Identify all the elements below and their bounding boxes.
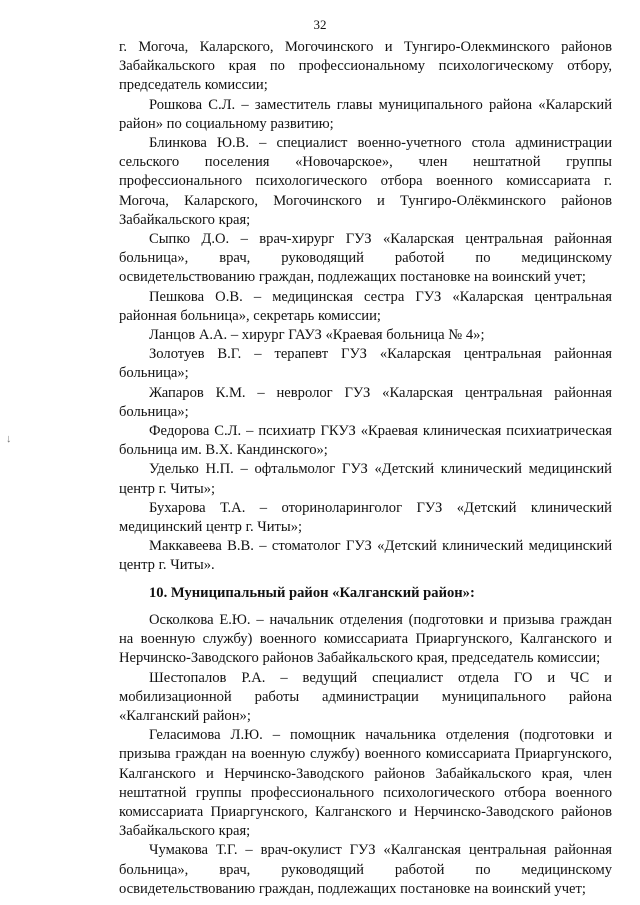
page-number: 32 bbox=[313, 17, 327, 32]
paragraph: Жапаров К.М. – невролог ГУЗ «Каларская центральная районная больница»; bbox=[119, 384, 612, 420]
paragraph: Уделько Н.П. – офтальмолог ГУЗ «Детский клинический медицинский центр г. Читы»; bbox=[119, 461, 612, 497]
paragraph: Маккавеева В.В. – стоматолог ГУЗ «Детский клинический медицинский центр г. Читы». bbox=[119, 538, 612, 574]
paragraph: Шестопалов Р.А. – ведущий специалист отдела ГО и ЧС и мобилизационной работы администрации муниципального района «Калганский район»; bbox=[119, 669, 612, 724]
paragraph: Сыпко Д.О. – врач-хирург ГУЗ «Каларская центральная районная больница», врач, руководящий работой по медицинскому освидетельствованию граждан, подлежащих постановке на воинский учет; bbox=[119, 231, 612, 286]
document-body bbox=[119, 38, 612, 899]
margin-mark: ↓ bbox=[6, 433, 12, 445]
paragraph: Золотуев В.Г. – терапевт ГУЗ «Каларская центральная районная больница»; bbox=[119, 346, 612, 382]
paragraph: Рошкова С.Л. – заместитель главы муниципального района «Каларский район» по социальному развитию; bbox=[119, 96, 612, 132]
paragraph: Блинкова Ю.В. – специалист военно-учетного стола администрации сельского поселения «Новочарское», член нештатной группы профессионального психологического отбора военного комиссариата г. Могоча, Каларского, Могочинского и Тунгиро-Олёкминского районов Забайкальского края; bbox=[119, 135, 612, 228]
paragraph: Ланцов А.А. – хирург ГАУЗ «Краевая больница № 4»; bbox=[149, 327, 485, 344]
paragraph: Осколкова Е.Ю. – начальник отделения (подготовки и призыва граждан на военную службу) военного комиссариата Приаргунского, Калганского и Нерчинско-Заводского районов Забайкальского края, председатель комиссии; bbox=[119, 611, 612, 667]
paragraph: Федорова С.Л. – психиатр ГКУЗ «Краевая клиническая психиатрическая больница им. В.Х. Кандинского»; bbox=[119, 423, 612, 459]
paragraph: Геласимова Л.Ю. – помощник начальника отделения (подготовки и призыва граждан на военную службу) военного комиссариата Приаргунского, Калганского и Нерчинско-Заводского районов Забайкальского края, член нештатной группы профессионального психологического отбора военного комиссариата Приаргунского, Калганского и Нерчинско-Заводского районов Забайкальского края; bbox=[119, 727, 612, 840]
paragraph: г. Могоча, Каларского, Могочинского и Тунгиро-Олекминского районов Забайкальского края по профессиональному психологическому отбору, председатель комиссии; bbox=[119, 39, 612, 94]
paragraph: Бухарова Т.А. – оториноларинголог ГУЗ «Детский клинический медицинский центр г. Читы»; bbox=[119, 499, 612, 536]
section-heading: 10. Муниципальный район «Калганский район»: bbox=[149, 584, 475, 601]
paragraph: Пешкова О.В. – медицинская сестра ГУЗ «Каларская центральная районная больница», секретарь комиссии; bbox=[119, 288, 612, 324]
paragraph: Чумакова Т.Г. – врач-окулист ГУЗ «Калганская центральная районная больница», врач, руководящий работой по медицинскому освидетельствованию граждан, подлежащих постановке на воинский учет; bbox=[119, 842, 612, 897]
